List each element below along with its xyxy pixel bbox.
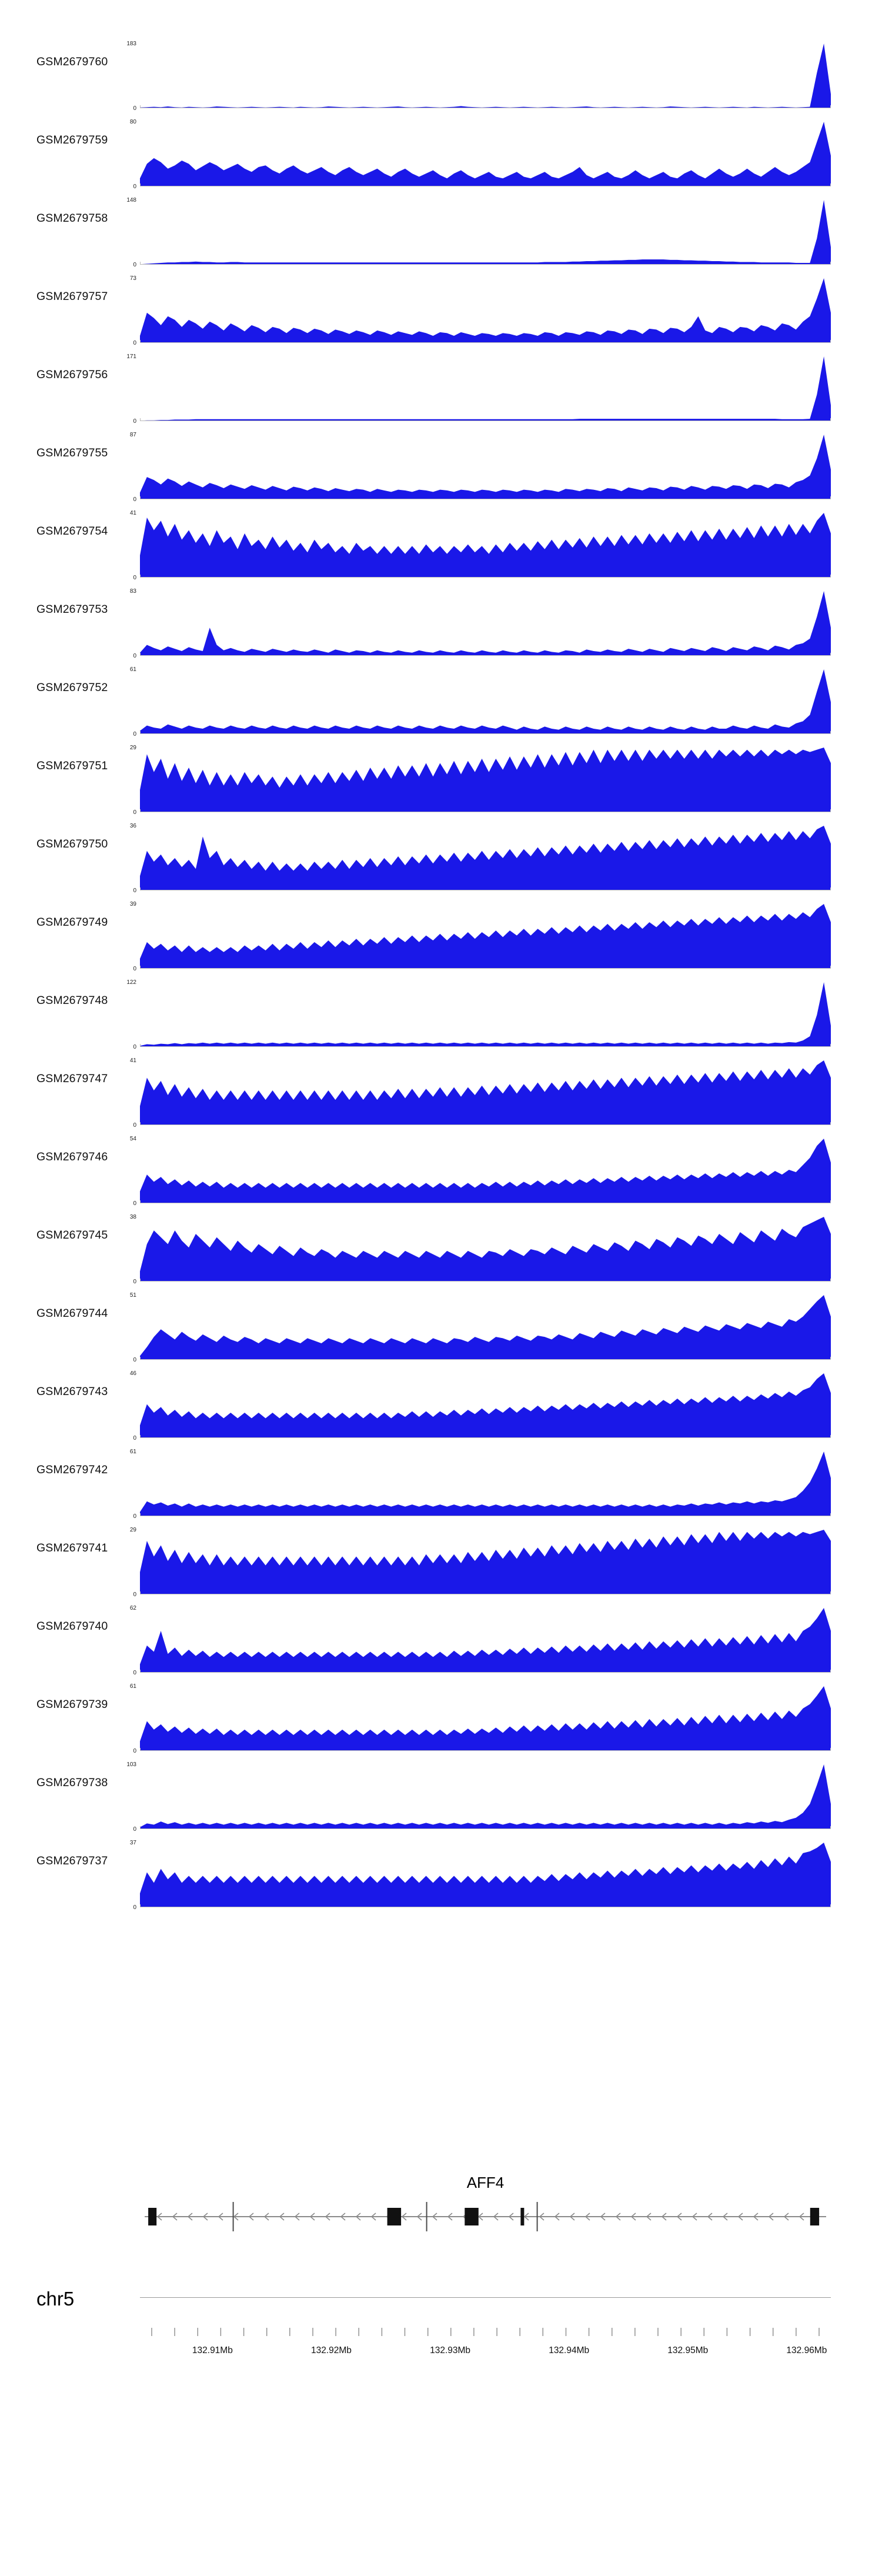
track-axis-tick-left xyxy=(140,496,141,499)
track-plot-area xyxy=(129,1370,831,1442)
coordinate-ruler xyxy=(140,2328,831,2363)
track-y-min-label: 0 xyxy=(133,653,136,659)
track-y-max-label: 61 xyxy=(129,666,136,673)
coverage-track xyxy=(0,739,882,817)
coverage-track xyxy=(0,505,882,583)
track-y-max-label: 122 xyxy=(126,979,136,986)
track-plot-area xyxy=(126,353,831,425)
coordinate-panel xyxy=(0,2282,882,2400)
coverage-track xyxy=(0,114,882,192)
ruler-tick-label: 132.95Mb xyxy=(667,2345,709,2355)
track-plot-area xyxy=(129,1292,831,1363)
track-axis-tick-right xyxy=(830,1200,831,1203)
track-sample-label: GSM2679753 xyxy=(36,603,108,616)
coordinate-axis-line xyxy=(140,2297,831,2298)
coverage-area-plot xyxy=(140,513,831,578)
track-y-max-label: 61 xyxy=(129,1449,136,1455)
track-plot-area xyxy=(129,1527,831,1598)
track-baseline xyxy=(140,968,831,969)
track-y-min-label: 0 xyxy=(133,1826,136,1833)
track-plot-area xyxy=(129,823,831,894)
track-y-min-label: 0 xyxy=(133,496,136,503)
coverage-area-plot xyxy=(140,1764,831,1829)
ruler-tick-label: 132.91Mb xyxy=(192,2345,233,2355)
track-axis-tick-right xyxy=(830,1591,831,1594)
track-axis-tick-left xyxy=(140,1513,141,1516)
track-axis-tick-left xyxy=(140,1670,141,1673)
track-axis-tick-left xyxy=(140,1591,141,1594)
chromosome-label: chr5 xyxy=(36,2288,75,2310)
track-y-min-label: 0 xyxy=(133,1044,136,1050)
coverage-track xyxy=(0,1756,882,1834)
track-plot-area xyxy=(129,1683,831,1754)
track-axis-tick-left xyxy=(140,1904,141,1907)
coverage-track xyxy=(0,1521,882,1600)
track-axis-tick-left xyxy=(140,340,141,343)
track-plot-area xyxy=(129,1605,831,1676)
coverage-area-plot xyxy=(140,356,831,421)
coverage-track xyxy=(0,817,882,896)
track-y-max-label: 37 xyxy=(129,1840,136,1846)
coverage-track xyxy=(0,1443,882,1521)
ruler-tick-label: 132.96Mb xyxy=(786,2345,827,2355)
ruler-ticks xyxy=(140,2328,831,2343)
coverage-area-plot xyxy=(140,1530,831,1594)
track-y-max-label: 171 xyxy=(126,353,136,360)
track-baseline xyxy=(140,1437,831,1438)
track-baseline xyxy=(140,264,831,265)
track-axis-tick-right xyxy=(830,809,831,812)
track-axis-tick-right xyxy=(830,105,831,108)
track-axis-tick-right xyxy=(830,1279,831,1282)
track-y-max-label: 39 xyxy=(129,901,136,907)
coverage-track xyxy=(0,1600,882,1678)
track-axis-tick-left xyxy=(140,809,141,812)
coverage-area-plot xyxy=(140,1451,831,1516)
coverage-area-plot xyxy=(140,1373,831,1438)
track-y-min-label: 0 xyxy=(133,183,136,190)
track-y-max-label: 103 xyxy=(126,1761,136,1768)
track-y-max-label: 36 xyxy=(129,823,136,829)
track-y-max-label: 29 xyxy=(129,1527,136,1533)
coverage-area-plot xyxy=(140,826,831,890)
track-axis-tick-right xyxy=(830,183,831,186)
coverage-track xyxy=(0,192,882,270)
track-axis-tick-right xyxy=(830,1122,831,1125)
track-axis-tick-right xyxy=(830,1670,831,1673)
track-y-min-label: 0 xyxy=(133,1357,136,1363)
track-y-max-label: 83 xyxy=(129,588,136,595)
coverage-area-plot xyxy=(140,1060,831,1125)
track-axis-tick-left xyxy=(140,262,141,265)
track-plot-area xyxy=(129,432,831,503)
coverage-track xyxy=(0,974,882,1052)
track-sample-label: GSM2679755 xyxy=(36,446,108,459)
track-baseline xyxy=(140,1828,831,1829)
track-axis-tick-left xyxy=(140,1826,141,1829)
coverage-track xyxy=(0,1678,882,1756)
track-y-min-label: 0 xyxy=(133,262,136,268)
track-y-min-label: 0 xyxy=(133,340,136,346)
track-sample-label: GSM2679754 xyxy=(36,525,108,538)
coverage-area-plot xyxy=(140,904,831,969)
track-plot-area xyxy=(129,1136,831,1207)
track-baseline xyxy=(140,1359,831,1360)
coverage-track xyxy=(0,270,882,348)
track-y-min-label: 0 xyxy=(133,1904,136,1911)
track-axis-tick-right xyxy=(830,262,831,265)
track-sample-label: GSM2679741 xyxy=(36,1541,108,1554)
track-y-max-label: 61 xyxy=(129,1683,136,1690)
track-axis-tick-left xyxy=(140,966,141,969)
track-plot-area xyxy=(129,588,831,659)
track-y-max-label: 51 xyxy=(129,1292,136,1299)
coverage-track xyxy=(0,1287,882,1365)
track-axis-tick-left xyxy=(140,731,141,734)
track-axis-tick-right xyxy=(830,496,831,499)
coverage-track-list xyxy=(0,35,882,1913)
track-y-min-label: 0 xyxy=(133,1591,136,1598)
track-y-min-label: 0 xyxy=(133,1279,136,1285)
coverage-area-plot xyxy=(140,669,831,734)
track-axis-tick-right xyxy=(830,653,831,656)
track-axis-tick-right xyxy=(830,418,831,421)
track-baseline xyxy=(140,342,831,343)
track-plot-area xyxy=(129,275,831,346)
coverage-track xyxy=(0,1130,882,1209)
track-axis-tick-left xyxy=(140,1435,141,1438)
track-baseline xyxy=(140,655,831,656)
track-plot-area xyxy=(129,1449,831,1520)
track-y-min-label: 0 xyxy=(133,105,136,112)
track-axis-tick-right xyxy=(830,1044,831,1047)
track-sample-label: GSM2679758 xyxy=(36,212,108,225)
track-y-max-label: 62 xyxy=(129,1605,136,1611)
track-sample-label: GSM2679745 xyxy=(36,1229,108,1242)
coverage-area-plot xyxy=(140,435,831,499)
track-sample-label: GSM2679750 xyxy=(36,837,108,850)
track-plot-area xyxy=(129,119,831,190)
coverage-track xyxy=(0,1209,882,1287)
track-axis-tick-right xyxy=(830,731,831,734)
coverage-track xyxy=(0,583,882,661)
coverage-track xyxy=(0,896,882,974)
track-plot-area xyxy=(129,1840,831,1911)
gene-name-label: AFF4 xyxy=(466,2174,505,2191)
track-y-max-label: 73 xyxy=(129,275,136,282)
track-y-max-label: 87 xyxy=(129,432,136,438)
track-sample-label: GSM2679747 xyxy=(36,1072,108,1085)
track-baseline xyxy=(140,577,831,578)
track-plot-area xyxy=(129,1057,831,1129)
track-baseline xyxy=(140,733,831,734)
track-axis-tick-left xyxy=(140,575,141,578)
track-y-min-label: 0 xyxy=(133,731,136,738)
track-axis-tick-left xyxy=(140,418,141,421)
track-axis-tick-left xyxy=(140,1122,141,1125)
track-y-min-label: 0 xyxy=(133,1670,136,1676)
track-y-min-label: 0 xyxy=(133,1435,136,1442)
track-axis-tick-right xyxy=(830,966,831,969)
track-axis-tick-right xyxy=(830,1826,831,1829)
track-baseline xyxy=(140,1281,831,1282)
track-y-min-label: 0 xyxy=(133,418,136,425)
track-sample-label: GSM2679740 xyxy=(36,1620,108,1633)
track-sample-label: GSM2679748 xyxy=(36,994,108,1007)
track-sample-label: GSM2679739 xyxy=(36,1698,108,1711)
track-sample-label: GSM2679759 xyxy=(36,134,108,146)
track-axis-tick-right xyxy=(830,1748,831,1751)
track-axis-tick-right xyxy=(830,575,831,578)
coverage-track xyxy=(0,1365,882,1443)
coverage-area-plot xyxy=(140,591,831,656)
coverage-area-plot xyxy=(140,1608,831,1673)
track-axis-tick-right xyxy=(830,1357,831,1360)
track-plot-area xyxy=(129,666,831,738)
coverage-area-plot xyxy=(140,1217,831,1282)
coverage-area-plot xyxy=(140,1139,831,1203)
track-axis-tick-right xyxy=(830,887,831,890)
track-y-max-label: 41 xyxy=(129,1057,136,1064)
track-plot-area xyxy=(126,979,831,1050)
track-axis-tick-right xyxy=(830,1904,831,1907)
track-axis-tick-left xyxy=(140,105,141,108)
coverage-area-plot xyxy=(140,748,831,812)
coverage-track xyxy=(0,661,882,739)
track-sample-label: GSM2679738 xyxy=(36,1776,108,1789)
gene-annotation-panel xyxy=(0,2170,882,2258)
track-y-max-label: 183 xyxy=(126,41,136,47)
track-y-max-label: 29 xyxy=(129,745,136,751)
track-axis-tick-left xyxy=(140,887,141,890)
coverage-area-plot xyxy=(140,1686,831,1751)
track-y-min-label: 0 xyxy=(133,1748,136,1754)
track-axis-tick-left xyxy=(140,1748,141,1751)
track-axis-tick-left xyxy=(140,1200,141,1203)
track-plot-area xyxy=(126,197,831,268)
track-axis-tick-left xyxy=(140,653,141,656)
track-sample-label: GSM2679752 xyxy=(36,681,108,694)
track-y-min-label: 0 xyxy=(133,1200,136,1207)
track-y-max-label: 46 xyxy=(129,1370,136,1377)
track-axis-tick-right xyxy=(830,1435,831,1438)
coverage-area-plot xyxy=(140,278,831,343)
track-sample-label: GSM2679744 xyxy=(36,1307,108,1320)
coverage-area-plot xyxy=(140,44,831,108)
coverage-track xyxy=(0,1834,882,1913)
track-y-max-label: 38 xyxy=(129,1214,136,1220)
track-axis-tick-left xyxy=(140,1357,141,1360)
track-y-max-label: 54 xyxy=(129,1136,136,1142)
track-y-max-label: 148 xyxy=(126,197,136,203)
track-plot-area xyxy=(129,1214,831,1285)
track-baseline xyxy=(140,1750,831,1751)
track-sample-label: GSM2679760 xyxy=(36,55,108,68)
track-plot-area xyxy=(126,41,831,112)
track-sample-label: GSM2679756 xyxy=(36,368,108,381)
track-sample-label: GSM2679746 xyxy=(36,1150,108,1163)
coverage-track xyxy=(0,348,882,426)
track-plot-area xyxy=(129,901,831,972)
coverage-area-plot xyxy=(140,982,831,1047)
track-sample-label: GSM2679757 xyxy=(36,290,108,303)
ruler-tick-label: 132.92Mb xyxy=(310,2345,352,2355)
coverage-area-plot xyxy=(140,200,831,265)
track-baseline xyxy=(140,1672,831,1673)
track-y-max-label: 41 xyxy=(129,510,136,516)
gene-model-svg xyxy=(140,2201,831,2233)
track-sample-label: GSM2679737 xyxy=(36,1854,108,1867)
track-y-min-label: 0 xyxy=(133,966,136,972)
coverage-area-plot xyxy=(140,1843,831,1907)
track-sample-label: GSM2679743 xyxy=(36,1385,108,1398)
track-sample-label: GSM2679749 xyxy=(36,916,108,929)
track-baseline xyxy=(140,1046,831,1047)
track-y-max-label: 80 xyxy=(129,119,136,125)
track-plot-area xyxy=(126,1761,831,1833)
ruler-tick-label: 132.94Mb xyxy=(549,2345,590,2355)
gene-model xyxy=(140,2201,831,2233)
coverage-track xyxy=(0,35,882,114)
ruler-tick-label: 132.93Mb xyxy=(430,2345,471,2355)
track-y-min-label: 0 xyxy=(133,887,136,894)
track-y-min-label: 0 xyxy=(133,809,136,816)
track-axis-tick-left xyxy=(140,1044,141,1047)
track-axis-tick-left xyxy=(140,1279,141,1282)
track-axis-tick-right xyxy=(830,340,831,343)
track-y-min-label: 0 xyxy=(133,1122,136,1129)
track-plot-area xyxy=(129,510,831,581)
coverage-track xyxy=(0,1052,882,1130)
track-plot-area xyxy=(129,745,831,816)
track-y-min-label: 0 xyxy=(133,575,136,581)
coverage-area-plot xyxy=(140,122,831,186)
track-axis-tick-right xyxy=(830,1513,831,1516)
ruler-label-row xyxy=(140,2345,831,2360)
track-sample-label: GSM2679751 xyxy=(36,759,108,772)
coverage-track xyxy=(0,426,882,505)
track-axis-tick-left xyxy=(140,183,141,186)
track-sample-label: GSM2679742 xyxy=(36,1463,108,1476)
coverage-area-plot xyxy=(140,1295,831,1360)
track-y-min-label: 0 xyxy=(133,1513,136,1520)
